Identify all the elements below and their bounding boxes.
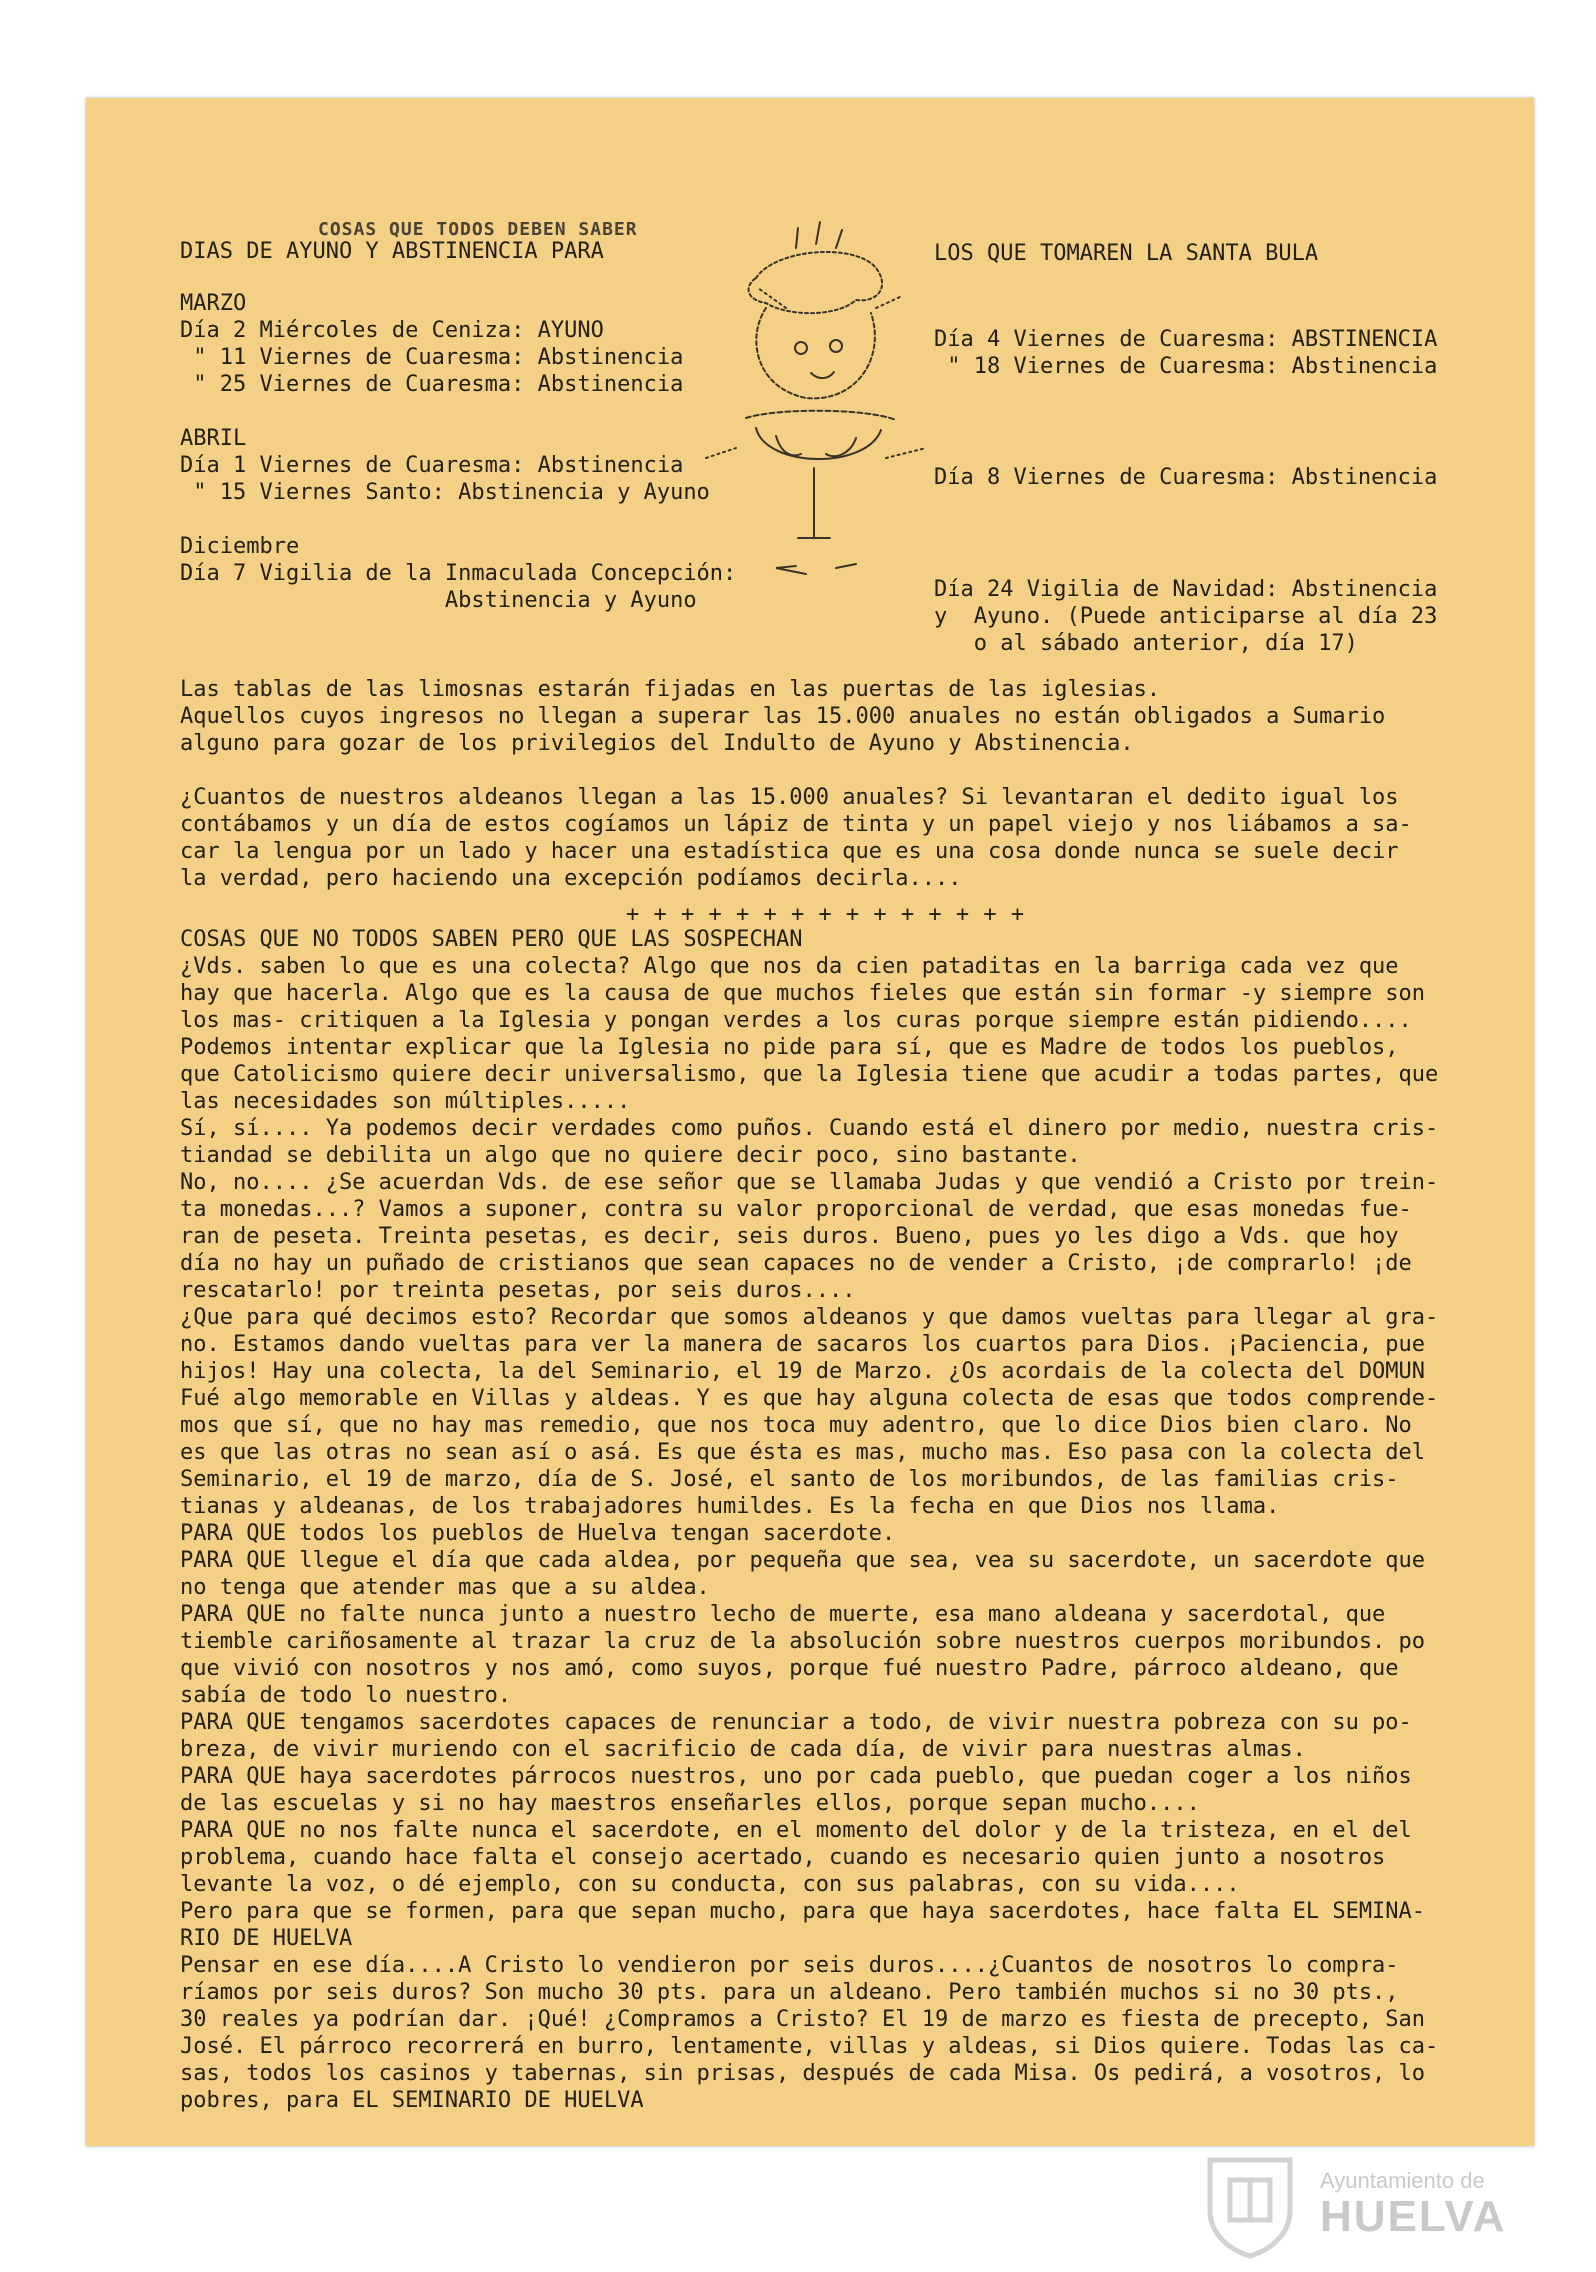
schedule-right-5: y Ayuno. (Puede anticiparse al día 23 <box>934 604 1438 629</box>
schedule-right-1: Día 4 Viernes de Cuaresma: ABSTINENCIA <box>934 327 1438 352</box>
text-line: Fué algo memorable en Villas y aldeas. Y es que hay alguna colecta de esas que todos comprende- <box>180 1386 1439 1411</box>
banner-heading: COSAS QUE TODOS DEBEN SABER <box>318 219 638 240</box>
schedule-line: Diciembre <box>180 534 300 559</box>
text-line: ¿Que para qué decimos esto? Recordar que somos aldeanos y que damos vueltas para llegar al gra- <box>180 1305 1439 1330</box>
section-heading: COSAS QUE NO TODOS SABEN PERO QUE LAS SOSPECHAN <box>180 927 803 952</box>
text-line: No, no.... ¿Se acuerdan Vds. de ese señor que se llamaba Judas y que vendió a Cristo por trein- <box>180 1170 1439 1195</box>
schedule-line: Abstinencia y Ayuno <box>180 588 697 613</box>
text-line: ta monedas...? Vamos a suponer, contra su valor proporcional de verdad, que esas monedas fue- <box>180 1197 1412 1222</box>
text-line: hay que hacerla. Algo que es la causa de que muchos fieles que están sin formar -y siempre son <box>180 981 1426 1006</box>
text-line: contábamos y un día de estos cogíamos un lápiz de tinta y un papel viejo y nos liábamos a sa- <box>180 812 1412 837</box>
text-line: sabía de todo lo nuestro. <box>180 1683 512 1708</box>
text-line: que vivió con nosotros y nos amó, como suyos, porque fué nuestro Padre, párroco aldeano, que <box>180 1656 1399 1681</box>
text-line: Pero para que se formen, para que sepan mucho, para que haya sacerdotes, hace falta EL SEMINA- <box>180 1899 1426 1924</box>
text-line: PARA QUE no falte nunca junto a nuestro lecho de muerte, esa mano aldeana y sacerdotal, que <box>180 1602 1386 1627</box>
text-line: de las escuelas y si no hay maestros enseñarles ellos, porque sepan mucho.... <box>180 1791 1200 1816</box>
text-line: hijos! Hay una colecta, la del Seminario, el 19 de Marzo. ¿Os acordais de la colecta del DOMUN <box>180 1359 1426 1384</box>
schedule-line <box>180 506 736 533</box>
text-line: Pensar en ese día....A Cristo lo vendieron por seis duros....¿Cuantos de nosotros lo compra- <box>180 1953 1399 1978</box>
body-section <box>180 926 1438 2114</box>
text-line: Aquellos cuyos ingresos no llegan a superar las 15.000 anuales no están obligados a Sumario <box>180 704 1386 729</box>
document-sheet <box>86 98 1534 2146</box>
schedule-right-6: o al sábado anterior, día 17) <box>934 631 1358 656</box>
title-left: DIAS DE AYUNO Y ABSTINENCIA PARA <box>180 239 604 264</box>
schedule-line: " 15 Viernes Santo: Abstinencia y Ayuno <box>180 480 710 505</box>
text-line: Las tablas de las limosnas estarán fijadas en las puertas de las iglesias. <box>180 677 1161 702</box>
text-line: PARA QUE todos los pueblos de Huelva tengan sacerdote. <box>180 1521 896 1546</box>
text-line: levante la voz, o dé ejemplo, con su conducta, con sus palabras, con su vida.... <box>180 1872 1240 1897</box>
text-line: ran de peseta. Treinta pesetas, es decir, seis duros. Bueno, pues yo les digo a Vds. que hoy <box>180 1224 1399 1249</box>
text-line <box>180 757 1412 784</box>
intro-section <box>180 676 1412 892</box>
text-line: ríamos por seis duros? Son mucho 30 pts. para un aldeano. Pero también muchos si no 30 pts., <box>180 1980 1399 2005</box>
schedule-line: ABRIL <box>180 426 247 451</box>
text-line: que Catolicismo quiere decir universalismo, que la Iglesia tiene que acudir a todas partes, que <box>180 1062 1439 1087</box>
text-line: no. Estamos dando vueltas para ver la manera de sacaros los cuartos para Dios. ¡Paciencia, pue <box>180 1332 1426 1357</box>
text-line: mos que sí, que no hay mas remedio, que nos toca muy adentro, que lo dice Dios bien claro. No <box>180 1413 1412 1438</box>
text-line: breza, de vivir muriendo con el sacrificio de cada día, de vivir para nuestras almas. <box>180 1737 1306 1762</box>
schedule-line: " 25 Viernes de Cuaresma: Abstinencia <box>180 372 684 397</box>
text-line: tiemble cariñosamente al trazar la cruz de la absolución sobre nuestros cuerpos moribundos. po <box>180 1629 1426 1654</box>
text-line: rescatarlo! por treinta pesetas, por seis duros.... <box>180 1278 856 1303</box>
text-line: Podemos intentar explicar que la Iglesia no pide para sí, que es Madre de todos los pueblos, <box>180 1035 1399 1060</box>
text-line: los mas- critiquen a la Iglesia y pongan verdes a los curas porque siempre están pidiendo.... <box>180 1008 1412 1033</box>
schedule-right-3: Día 8 Viernes de Cuaresma: Abstinencia <box>934 465 1438 490</box>
schedule-right-2: " 18 Viernes de Cuaresma: Abstinencia <box>934 354 1438 379</box>
text-line: no tenga que atender mas que a su aldea. <box>180 1575 710 1600</box>
text-line: PARA QUE no nos falte nunca el sacerdote, en el momento del dolor y de la tristeza, en el del <box>180 1818 1412 1843</box>
schedule-line: Día 2 Miércoles de Ceniza: AYUNO <box>180 318 604 343</box>
text-line: José. El párroco recorrerá en burro, lentamente, villas y aldeas, si Dios quiere. Todas las ca- <box>180 2034 1439 2059</box>
text-line: ¿Cuantos de nuestros aldeanos llegan a las 15.000 anuales? Si levantaran el dedito igual los <box>180 785 1399 810</box>
text-line: PARA QUE llegue el día que cada aldea, por pequeña que sea, vea su sacerdote, un sacerdote que <box>180 1548 1426 1573</box>
watermark-line-1: Ayuntamiento de <box>1320 2168 1485 2193</box>
text-line: la verdad, pero haciendo una excepción podíamos decirla.... <box>180 866 962 891</box>
separator-line: + + + + + + + + + + + + + + + <box>626 902 1025 927</box>
schedule-line: " 11 Viernes de Cuaresma: Abstinencia <box>180 345 684 370</box>
text-line: tiandad se debilita un algo que no quiere decir poco, sino bastante. <box>180 1143 1081 1168</box>
schedule-line <box>180 398 736 425</box>
watermark-line-2: HUELVA <box>1320 2192 1507 2241</box>
text-line: Sí, sí.... Ya podemos decir verdades como puños. Cuando está el dinero por medio, nuestra cris- <box>180 1116 1439 1141</box>
text-line: día no hay un puñado de cristianos que sean capaces no de vender a Cristo, ¡de comprarlo! ¡de <box>180 1251 1412 1276</box>
text-line: RIO DE HUELVA <box>180 1926 353 1951</box>
schedule-line: Día 1 Viernes de Cuaresma: Abstinencia <box>180 453 684 478</box>
text-line: alguno para gozar de los privilegios del Indulto de Ayuno y Abstinencia. <box>180 731 1134 756</box>
text-line: car la lengua por un lado y hacer una estadística que es una cosa donde nunca se suele decir <box>180 839 1399 864</box>
text-line: problema, cuando hace falta el consejo acertado, cuando es necesario quien junto a nosotros <box>180 1845 1386 1870</box>
huelva-shield-icon <box>1200 2150 1300 2260</box>
schedule-line: Día 7 Vigilia de la Inmaculada Concepción: <box>180 561 737 586</box>
text-line: PARA QUE tengamos sacerdotes capaces de renunciar a todo, de vivir nuestra pobreza con su po- <box>180 1710 1412 1735</box>
text-line: es que las otras no sean así o asá. Es que ésta es mas, mucho mas. Eso pasa con la colecta del <box>180 1440 1426 1465</box>
text-line: sas, todos los casinos y tabernas, sin prisas, después de cada Misa. Os pedirá, a vosotros, lo <box>180 2061 1426 2086</box>
text-line: 30 reales ya podrían dar. ¡Qué! ¿Compramos a Cristo? El 19 de marzo es fiesta de precepto, San <box>180 2007 1426 2032</box>
cartoon-priest-drawing <box>686 208 946 588</box>
text-line: tianas y aldeanas, de los trabajadores humildes. Es la fecha en que Dios nos llama. <box>180 1494 1280 1519</box>
schedule-right-4: Día 24 Vigilia de Navidad: Abstinencia <box>934 577 1438 602</box>
text-line: Seminario, el 19 de marzo, día de S. José, el santo de los moribundos, de las familias cris- <box>180 1467 1399 1492</box>
schedule-left <box>180 290 736 614</box>
title-right: LOS QUE TOMAREN LA SANTA BULA <box>934 241 1319 266</box>
text-line: las necesidades son múltiples..... <box>180 1089 631 1114</box>
text-line: PARA QUE haya sacerdotes párrocos nuestros, uno por cada pueblo, que puedan coger a los niños <box>180 1764 1412 1789</box>
schedule-line: MARZO <box>180 291 247 316</box>
text-line: pobres, para EL SEMINARIO DE HUELVA <box>180 2088 644 2113</box>
text-line: ¿Vds. saben lo que es una colecta? Algo que nos da cien pataditas en la barriga cada vez que <box>180 954 1399 979</box>
